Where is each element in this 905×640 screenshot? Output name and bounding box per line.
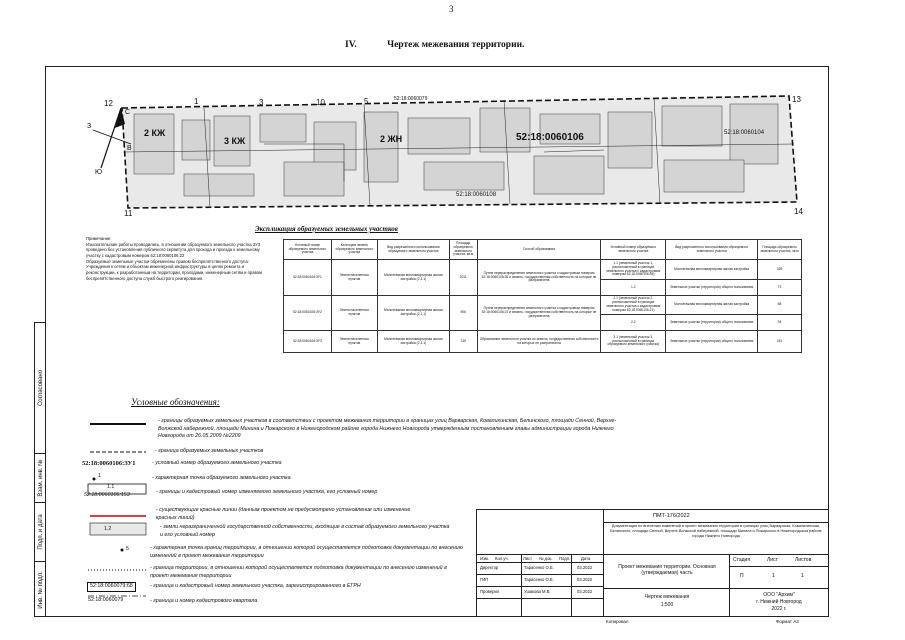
table-title: Экспликация образуемых земельных участков [255,225,398,233]
stamp-person: Ушакова М.В. [524,589,551,594]
stamp-role: Директор [480,565,499,570]
stamp-role: Проверил [480,589,500,594]
sidebar-label: Инв. № подл. [37,570,44,609]
table-cell: 1.2 [601,280,666,296]
footer-format: Формат А3 [776,619,799,624]
map-point-label: 5 [364,97,369,106]
map-corner-label: 11 [124,209,133,218]
explication-table [283,239,802,353]
map-parcel-label: 2 ЖН [380,134,403,144]
table-cell: Земельные участки (территории) общего пользования [666,331,758,353]
legend-item: - граница и номер кадастрового квартала [150,598,258,604]
table-row [284,331,802,353]
legend-item: - условный номер образуемого земельного участка [152,460,282,466]
compass-letter: З [87,123,92,130]
table-header: Площадь образуемого земельного участка, кв.м [758,240,802,260]
table-cell: Малоэтажная многоквартирная жилая застройка (2.1.1) [377,260,449,296]
legend-item: - границы образуемых земельных участков в соответствии с проектом межевания территории в границах улиц Варварская, Ковалихинская, Белинского, площади Сенной, Верхне-Волжской набережной, площади Минина и Пожарского в Нижегородском районе города Нижнего Новгорода утвержденным постановлением главы администрации города Нижнего Новгорода от 26.05.2009 №2209 [158,418,617,440]
stamp-stage-head: Листов [795,557,812,563]
legend-symbols [84,418,154,608]
table-header: Вид разрешенного использования образуемого земельного участка [666,240,758,260]
stamp-doc-title: Документация по внесению изменений в проект межевания территории в границах улиц Варварская, Ковалихинская, Белинского, площади Сенной, Верхне-Волжской набережной, площади Минина и Пожарского в Нижегородском районе города Нижнего Новгорода [610,524,822,538]
table-header: Условный номер образуемого земельного участка [284,240,332,260]
table-header: Вид разрешенного использования образуемого земельного участка [377,240,449,260]
page-number: 3 [449,4,454,14]
stamp-scale: 1:500 [660,602,674,608]
table-cell: 329 [758,260,802,280]
stamp-code: ПМТ-176/2022 [653,513,690,519]
stamp-stage-val: 1 [801,573,804,579]
stamp-org: ООО "Архим" [763,592,795,598]
map-parcel-label: 2 КЖ [144,128,166,138]
table-cell: Малоэтажная многоквартирная жилая застройка (2.1.1) [377,296,449,331]
table-row [284,260,802,280]
section-heading [345,40,524,50]
table-cell: Путем перераспределения земельного участка с кадастровым номером 52:18:0060106:21 и земель, государственная собственность на которые не разграничена [477,296,601,331]
table-cell: 52:18:0060106:ЗУ3 [284,331,332,353]
sidebar-label: Согласовано [37,369,44,407]
legend-title: Условные обозначения: [131,397,220,407]
compass-icon [87,104,137,174]
legend-red-lines-badge: 1.2 [104,526,112,532]
table-cell: 52:18:0060106:ЗУ2 [284,296,332,331]
compass-letter: Ю [95,169,103,176]
map-parcel-label: 52:18:0060108 [456,192,497,198]
stamp-city: г. Нижний Новгород [756,599,802,605]
stamp-stage-head: Лист [767,557,778,563]
sidebar-label: Подп. и дата [37,514,44,550]
map-street-label: 52:18:0060079 [394,96,428,102]
map-corner-label: 12 [104,99,113,108]
table-row [284,296,802,315]
legend-changed-parcel: 52:18:0060106:153 [84,492,130,498]
notes-title: Примечание: [86,236,112,241]
table-cell: 94 [758,315,802,331]
table-cell: Земельные участки (территории) общего пользования [666,280,758,296]
table-cell: 906 [449,296,477,331]
legend-item: - граница и кадастровый номер земельного участка, зарегистрированного в ЕГРН [150,583,361,589]
legend-badge: 1.1 [107,484,115,490]
sidebar-cell-inventory [35,562,46,617]
table-header: Способ образования [477,240,601,260]
legend-zu-number: 52:18:0060106:ЗУ1 [82,460,136,467]
notes-block [86,236,266,281]
stamp-stage-head: Стадия [733,557,751,563]
table-cell: 73 [758,280,802,296]
stamp-person: Тарасенко О.Е. [524,577,554,582]
footer-copied: Копировал [606,619,629,624]
table-cell: 2.2 [601,315,666,331]
map-corner-label: 13 [792,95,801,104]
notes-paragraph: Изыскательские работы проводились, в отношении образуемого земельного участка ЗУ3 проведено без установления публичного сервитута для прохода и проезда к земельному участку с кадастровым номером 52:18:0060106:22 [86,241,261,259]
stamp-date: 03.2022 [577,577,593,582]
compass-letter: С [125,109,131,116]
table-cell: Земли населенных пунктов [331,260,377,296]
stamp-date: 03.2022 [577,565,593,570]
table-cell: Земельные участки (территории) общего пользования [666,315,758,331]
stamp-sheet-title: Чертеж межевания [644,594,690,600]
stamp-role: ГИП [480,577,489,582]
legend-quarter: 52:18:0060079 [88,597,124,603]
legend-territory-point: 5 [126,546,129,552]
table-cell: 68 [758,296,802,315]
legend-item: - земли неразграниченной государственной собственности, входящие в состав образуемого земельного участка и его условный номер [160,524,450,538]
table-header: Площадь образуемого земельного участка, кв.м [449,240,477,260]
sidebar-label: Взам. инв. № [37,459,44,497]
compass-letter: В [127,145,132,152]
legend-item: - граница образуемых земельных участков [155,448,264,454]
stamp-project-title: Проект межевания территории. Основная (утверждаемая) часть [618,564,716,576]
legend-item: - характерная точка границ территории, в отношении которой осуществляется подготовка документации по внесению изменений в проект межевания территории [150,545,463,559]
stamp-date: 03.2022 [577,589,593,594]
table-header-row [284,240,802,260]
table-cell: Путем перераспределения земельного участка с кадастровым номером 52:18:0060106:35 и земель, государственная собственность на которые не разграничена [477,260,601,296]
stamp-year: 2022 г. [771,606,787,612]
map-point-label: 1 [194,97,199,106]
stamp-col-head: Кол.уч. [495,556,509,561]
table-cell: 2011 [449,260,477,296]
notes-paragraph: Образуемые земельные участки обременены правом беспрепятственного доступа: Учреждения к сетям и объектам инженерной инфраструктуры в целях ремонта и реконструкции, к разработанным на территории, проходами, инженерным сетям и правом беспрепятственного доступа служб быстрого реагирования. [86,258,262,281]
table-cell: Малоэтажная многоквартирная жилая застройка (2.1.1) [377,331,449,353]
survey-map [64,92,803,218]
table-cell: Образование земельного участка из земель, государственная собственность на которые не разграничена [477,331,601,353]
stamp-stage-val: 1 [772,573,775,579]
stamp-col-head: Дата [581,556,591,561]
table-header: Категория земель образуемого земельного участка [331,240,377,260]
map-point-label: 10 [316,98,325,107]
legend-point-number: 1 [98,473,101,479]
stamp-stage-val: П [740,573,744,579]
sidebar-cell-replace [35,454,46,503]
stamp-col-head: Изм. [480,556,489,561]
table-cell: 3.1 (земельный участок 3, расположенный в границах образуемого земельного участка) [601,331,666,353]
map-corner-label: 14 [794,207,803,216]
stamp-col-head: Подп. [559,556,571,561]
table-cell: Малоэтажная многоквартирная жилая застройка [666,296,758,315]
stamp-person: Тарасенко О.Е. [524,565,554,570]
map-point-label: 3 [259,98,264,107]
stamp-col-head: № док. [539,556,553,561]
map-parcel-label: 52:18:0060104 [724,130,765,136]
stamp-col-head: Лист [523,556,533,561]
legend-item: - существующие красные линии (данным проектом не предусмотрено установление или изменение красных линий) [156,507,411,521]
map-parcel-label: 3 КЖ [224,136,246,146]
sidebar-cell-approved [35,323,46,454]
section-title: Чертеж межевания территории. [387,40,525,50]
table-cell: 2.1 (земельный участок 2, расположенный в границах земельного участка с кадастровым номером 52:18:0060106:21) [601,296,666,315]
table-cell: Земли населенных пунктов [331,296,377,331]
table-cell: Малоэтажная многоквартирная жилая застройка [666,260,758,280]
table-cell: 745 [449,331,477,353]
legend-item: - границы и кадастровый номер изменяемого земельного участка, его условный номер [156,489,378,495]
table-cell: Земли населенных пунктов [331,331,377,353]
legend-item: - характерная точка образуемого земельного участка [152,475,291,481]
legend-item: - граница территории, в отношении которой осуществляется подготовка документации по внесению изменений в проект межевания территории [150,565,447,579]
section-number: IV. [345,40,357,50]
table-cell: 1.1 (земельный участок 1, расположенный в границах земельного участка с кадастровым номером 52:18:0060106:35) [601,260,666,280]
map-parcel-label: 52:18:0060106 [516,132,584,143]
title-block [476,509,828,616]
table-cell: 52:18:0060106:ЗУ1 [284,260,332,296]
table-cell: 241 [758,331,802,353]
approval-sidebar [34,322,46,617]
table-header: Условный номер образуемого земельного участка [601,240,666,260]
legend-egrn-parcel: 52:18:0060079:68 [87,582,136,592]
sidebar-cell-sign [35,503,46,562]
